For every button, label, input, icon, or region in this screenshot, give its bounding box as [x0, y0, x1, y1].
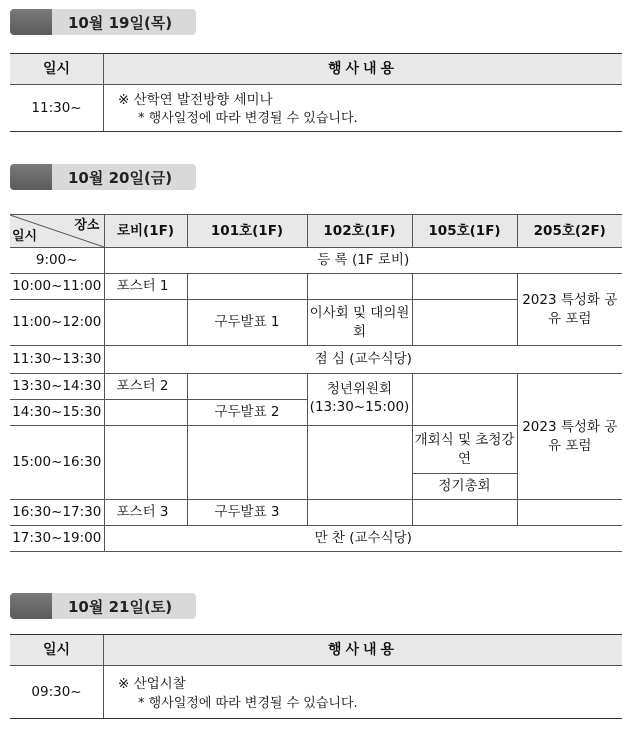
empty-cell	[187, 426, 307, 500]
day1-event-content	[104, 85, 622, 131]
room-header-101: 101호(1F)	[187, 215, 307, 248]
time-cell: 17:30~19:00	[10, 526, 104, 552]
lunch-cell: 점 심 (교수식당)	[104, 346, 622, 374]
empty-cell	[104, 426, 187, 500]
day3-event-time: 09:30~	[10, 666, 104, 718]
corner-cell	[10, 215, 104, 248]
forum1-cell: 2023 특성화 공유 포럼	[517, 274, 622, 346]
poster3-cell: 포스터 3	[104, 500, 187, 526]
empty-cell	[412, 500, 517, 526]
day1-event-row	[10, 85, 622, 131]
poster2-cell: 포스터 2	[104, 374, 187, 400]
corner-time-label: 일시	[12, 229, 38, 245]
table-row	[10, 346, 622, 374]
time-cell: 11:30~13:30	[10, 346, 104, 374]
day3-time-header: 일시	[10, 635, 104, 665]
empty-cell	[412, 274, 517, 300]
day1-header-marker	[10, 9, 52, 35]
day3-event-note: * 행사일정에 따라 변경될 수 있습니다.	[138, 696, 358, 711]
time-cell: 13:30~14:30	[10, 374, 104, 400]
table-row	[10, 374, 622, 400]
empty-cell	[412, 300, 517, 346]
day3-header-row	[10, 635, 622, 666]
day2-header-row	[10, 215, 622, 248]
room-header-102: 102호(1F)	[307, 215, 412, 248]
day1-header	[10, 9, 196, 35]
time-cell: 10:00~11:00	[10, 274, 104, 300]
empty-cell	[517, 500, 622, 526]
registration-cell: 등 록 (1F 로비)	[104, 248, 622, 274]
time-cell: 11:00~12:00	[10, 300, 104, 346]
oral1-cell: 구두발표 1	[187, 300, 307, 346]
empty-cell	[307, 500, 412, 526]
day2-title: 10월 20일(금)	[68, 169, 173, 187]
day2-header-marker	[10, 164, 52, 190]
empty-cell	[104, 300, 187, 346]
table-row	[10, 500, 622, 526]
day1-event-time: 11:30~	[10, 85, 104, 131]
empty-cell	[412, 374, 517, 426]
empty-cell	[307, 426, 412, 500]
day3-event-title: ※ 산업시찰	[118, 676, 186, 692]
room-header-lobby: 로비(1F)	[104, 215, 187, 248]
general-assembly-cell: 정기총회	[412, 474, 517, 500]
oral3-cell: 구두발표 3	[187, 500, 307, 526]
day1-event-title: ※ 산학연 발전방향 세미나	[118, 92, 273, 108]
day1-table	[10, 53, 622, 132]
day3-content-header: 행사내용	[327, 642, 399, 658]
opening-cell: 개회식 및 초청강연	[412, 426, 517, 474]
day3-event-row	[10, 666, 622, 718]
day1-time-header: 일시	[10, 54, 104, 84]
empty-cell	[187, 274, 307, 300]
oral2-cell: 구두발표 2	[187, 400, 307, 426]
day3-header-marker	[10, 593, 52, 619]
day3-event-content	[104, 666, 622, 718]
poster1-cell: 포스터 1	[104, 274, 187, 300]
day1-content-header: 행사내용	[327, 61, 399, 77]
empty-cell	[307, 274, 412, 300]
time-cell: 15:00~16:30	[10, 426, 104, 500]
room-header-105: 105호(1F)	[412, 215, 517, 248]
dinner-cell: 만 찬 (교수식당)	[104, 526, 622, 552]
time-cell: 14:30~15:30	[10, 400, 104, 426]
table-row	[10, 248, 622, 274]
day1-title: 10월 19일(목)	[68, 14, 173, 32]
youth-committee-cell: 청년위원회 (13:30~15:00)	[307, 374, 412, 426]
forum2-cell: 2023 특성화 공유 포럼	[517, 374, 622, 500]
time-cell: 9:00~	[10, 248, 104, 274]
day1-header-row	[10, 54, 622, 85]
day2-header	[10, 164, 196, 190]
day2-schedule-table	[10, 214, 622, 552]
day3-title: 10월 21일(토)	[68, 598, 173, 616]
empty-cell	[104, 400, 187, 426]
board-cell: 이사회 및 대의원회	[307, 300, 412, 346]
room-header-205: 205호(2F)	[517, 215, 622, 248]
corner-place-label: 장소	[74, 218, 100, 233]
table-row	[10, 526, 622, 552]
time-cell: 16:30~17:30	[10, 500, 104, 526]
empty-cell	[187, 374, 307, 400]
day3-table	[10, 634, 622, 719]
table-row	[10, 274, 622, 300]
day1-event-note: * 행사일정에 따라 변경될 수 있습니다.	[138, 111, 358, 126]
day3-header	[10, 593, 196, 619]
